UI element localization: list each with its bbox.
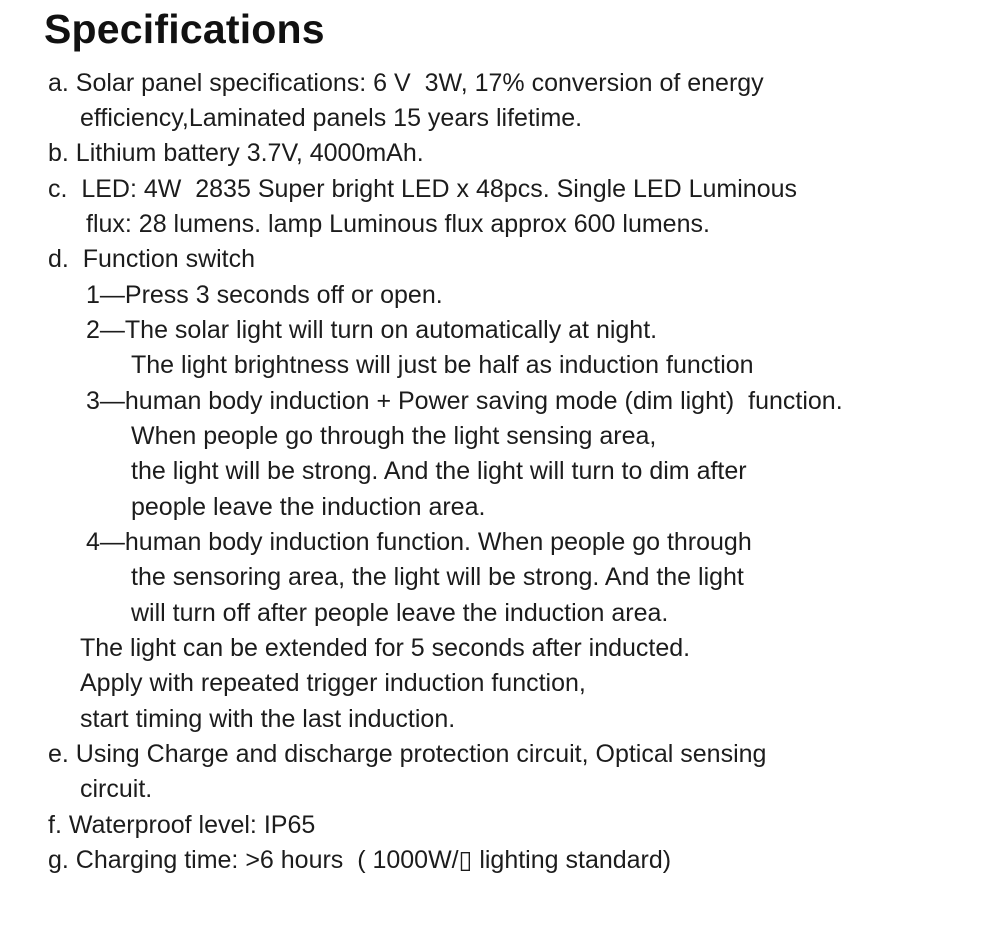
- spec-a-line-2: efficiency,Laminated panels 15 years lifetime.: [80, 104, 583, 132]
- spec-e-line-1: e. Using Charge and discharge protection circuit, Optical sensing: [48, 740, 767, 768]
- function-3-line-2: When people go through the light sensing area,: [131, 422, 657, 450]
- function-note-line-3: start timing with the last induction.: [80, 705, 456, 733]
- spec-c-line-1: c. LED: 4W 2835 Super bright LED x 48pcs. Single LED Luminous: [48, 175, 797, 203]
- function-note-line-1: The light can be extended for 5 seconds after inducted.: [80, 634, 691, 662]
- spec-b-line-1: b. Lithium battery 3.7V, 4000mAh.: [48, 139, 424, 167]
- spec-c-line-2: flux: 28 lumens. lamp Luminous flux approx 600 lumens.: [86, 210, 710, 238]
- function-2-line-2: The light brightness will just be half as induction function: [131, 351, 754, 379]
- function-4-line-1: 4—human body induction function. When people go through: [86, 528, 752, 556]
- function-3-line-4: people leave the induction area.: [131, 493, 486, 521]
- function-1: 1—Press 3 seconds off or open.: [86, 281, 443, 309]
- spec-g-line-1: g. Charging time: >6 hours ( 1000W/▯ lighting standard): [48, 846, 672, 874]
- function-note-line-2: Apply with repeated trigger induction function,: [80, 669, 586, 697]
- spec-e-line-2: circuit.: [80, 775, 153, 803]
- spec-f-line-1: f. Waterproof level: IP65: [48, 811, 316, 839]
- function-3-line-1: 3—human body induction + Power saving mode (dim light) function.: [86, 387, 843, 415]
- function-3-line-3: the light will be strong. And the light will turn to dim after: [131, 457, 747, 485]
- page-title: Specifications: [44, 6, 325, 52]
- function-4-line-2: the sensoring area, the light will be strong. And the light: [131, 563, 744, 591]
- function-2-line-1: 2—The solar light will turn on automatically at night.: [86, 316, 658, 344]
- spec-d-heading: d. Function switch: [48, 245, 256, 273]
- function-4-line-3: will turn off after people leave the induction area.: [131, 599, 669, 627]
- spec-a-line-1: a. Solar panel specifications: 6 V 3W, 17% conversion of energy: [48, 69, 764, 97]
